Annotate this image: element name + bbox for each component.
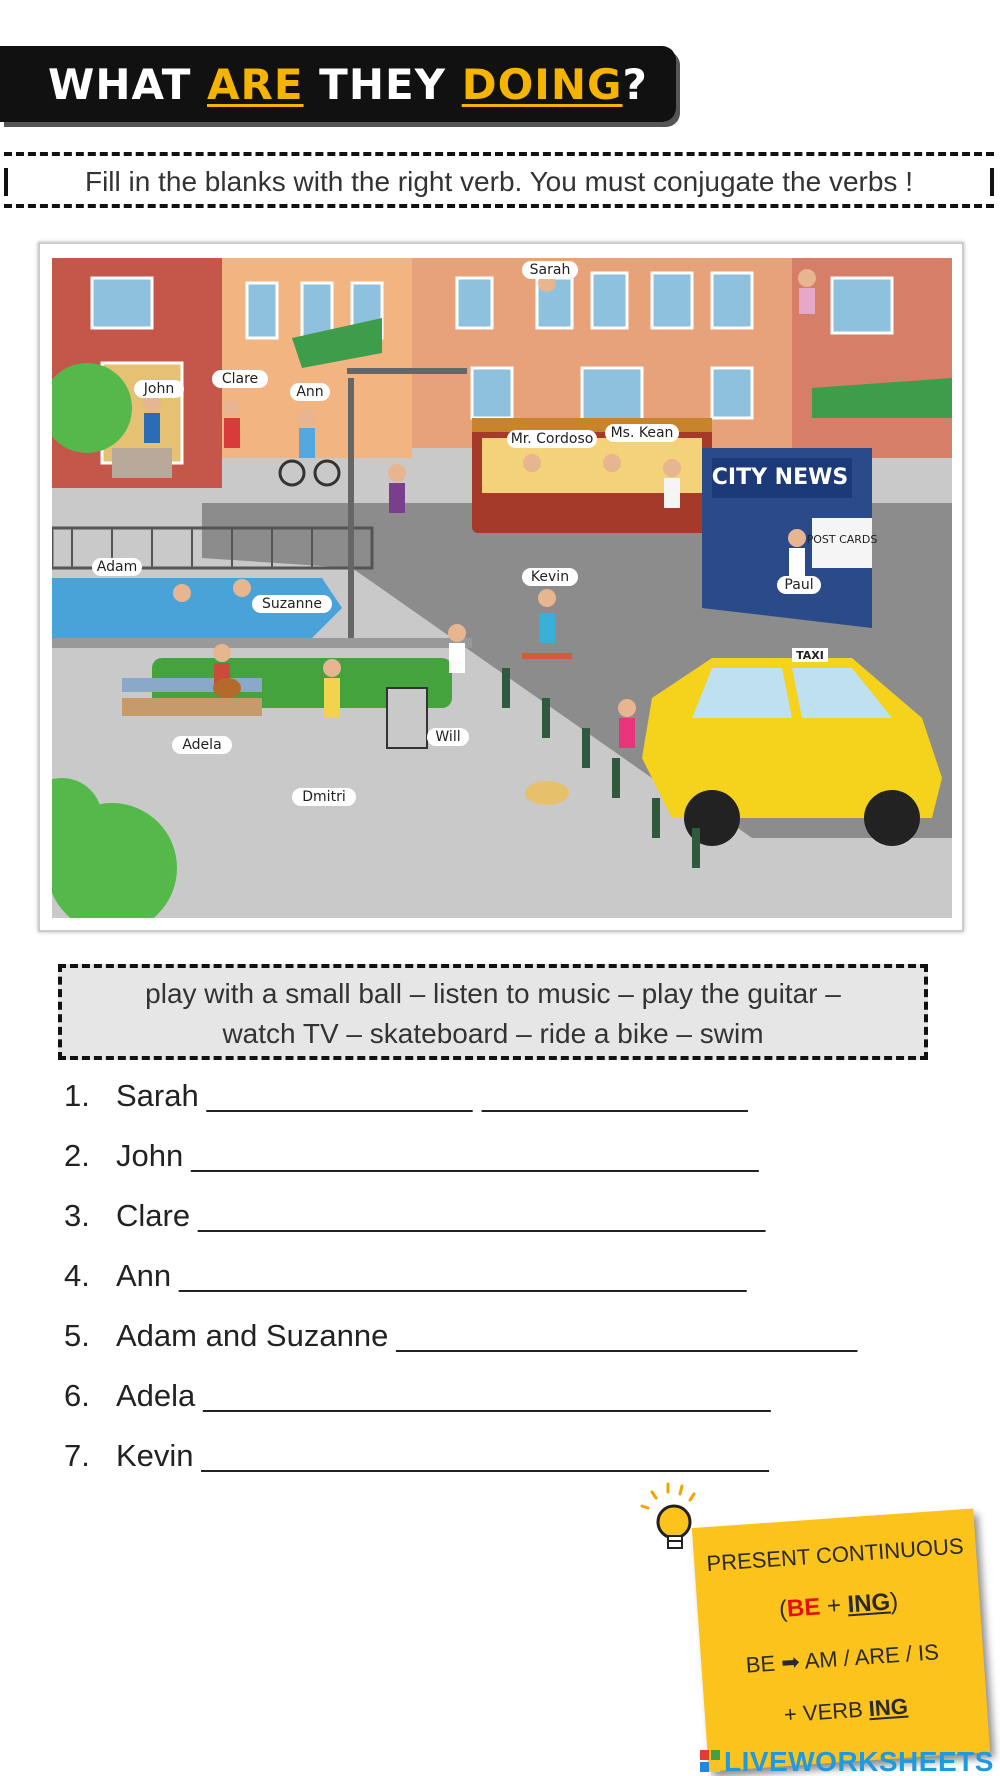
note-verb-ing [704,1688,987,1734]
arrow-right-icon: ➡ [780,1648,801,1676]
word-bank-line-1: play with a small ball – listen to music – play the guitar – [145,978,841,1009]
note-am-are-is: AM / ARE / IS [798,1639,940,1674]
label-post-cards: POST CARDS [806,533,878,546]
label-will: Will [435,729,461,745]
label-sarah: Sarah [529,262,571,278]
page-title [48,60,648,109]
exercise-item-4 [64,1258,984,1318]
title-banner [0,46,676,122]
title-word-they: THEY [303,60,462,109]
note-title: PRESENT CONTINUOUS [705,1533,965,1577]
label-adam: Adam [96,559,138,575]
label-ann: Ann [296,384,324,400]
exercise-number: 2. [64,1138,90,1173]
exercise-number: 7. [64,1438,90,1473]
liveworksheets-logo-icon [700,1750,720,1772]
label-mr-cordoso: Mr. Cordoso [510,431,594,447]
exercise-list [64,1078,984,1498]
exercise-item-2 [64,1138,984,1198]
label-city-news: CITY NEWS [711,465,849,490]
answer-blank[interactable]: ________________________________ [179,1258,747,1293]
note-paren-open: ( [778,1595,788,1624]
label-ms-kean: Ms. Kean [610,425,674,441]
word-bank [58,964,928,1060]
instruction-text: Fill in the blanks with the right verb. You must conjugate the verbs ! [84,166,913,197]
note-plus: + [819,1591,849,1621]
city-scene-illustration [52,258,952,918]
note-be-forms [701,1636,984,1682]
note-be: BE [786,1593,822,1623]
answer-blank[interactable]: _______________ _______________ [206,1078,749,1113]
label-clare: Clare [221,371,259,387]
answer-blank[interactable]: __________________________ [396,1318,858,1353]
note-verb-ing-suffix: ING [867,1693,909,1722]
word-bank-line-2: watch TV – skateboard – ride a bike – swim [222,1018,764,1049]
exercise-number: 3. [64,1198,90,1233]
label-taxi: TAXI [796,649,824,662]
title-word-doing: DOING [461,60,623,109]
note-paren-close: ) [889,1587,900,1616]
exercise-item-5 [64,1318,984,1378]
grammar-sticky-note [692,1508,990,1771]
exercise-subject: Adam and Suzanne [116,1318,389,1353]
exercise-item-1 [64,1078,984,1138]
label-dmitri: Dmitri [302,789,346,805]
exercise-subject: John [116,1138,184,1173]
exercise-number: 5. [64,1318,90,1353]
exercise-item-3 [64,1198,984,1258]
exercise-item-6 [64,1378,984,1438]
answer-blank[interactable]: ________________________________ [191,1138,759,1173]
exercise-subject: Ann [116,1258,172,1293]
exercise-subject: Kevin [116,1438,194,1473]
answer-blank[interactable]: ________________________________ [203,1378,771,1413]
label-suzanne: Suzanne [261,596,323,612]
label-paul: Paul [784,577,814,593]
title-question-mark: ? [622,60,648,109]
exercise-item-7 [64,1438,984,1498]
answer-blank[interactable]: ________________________________ [198,1198,766,1233]
exercise-subject: Sarah [116,1078,199,1113]
note-ing: ING [846,1588,892,1619]
instruction-box [4,152,994,208]
label-adela: Adela [182,737,222,753]
label-kevin: Kevin [530,569,570,585]
exercise-number: 4. [64,1258,90,1293]
note-be-label: BE [744,1650,777,1678]
title-word-what: WHAT [48,60,207,109]
exercise-number: 1. [64,1078,90,1113]
title-word-are: ARE [207,60,304,109]
liveworksheets-brand[interactable]: LIVEWORKSHEETS [724,1746,994,1776]
exercise-subject: Adela [116,1378,196,1413]
scene-illustration-frame [38,242,964,932]
exercise-number: 6. [64,1378,90,1413]
answer-blank[interactable]: ________________________________ [201,1438,770,1473]
note-verb: + VERB [783,1696,870,1728]
label-john: John [143,381,175,397]
note-formula [697,1582,980,1630]
exercise-subject: Clare [116,1198,191,1233]
